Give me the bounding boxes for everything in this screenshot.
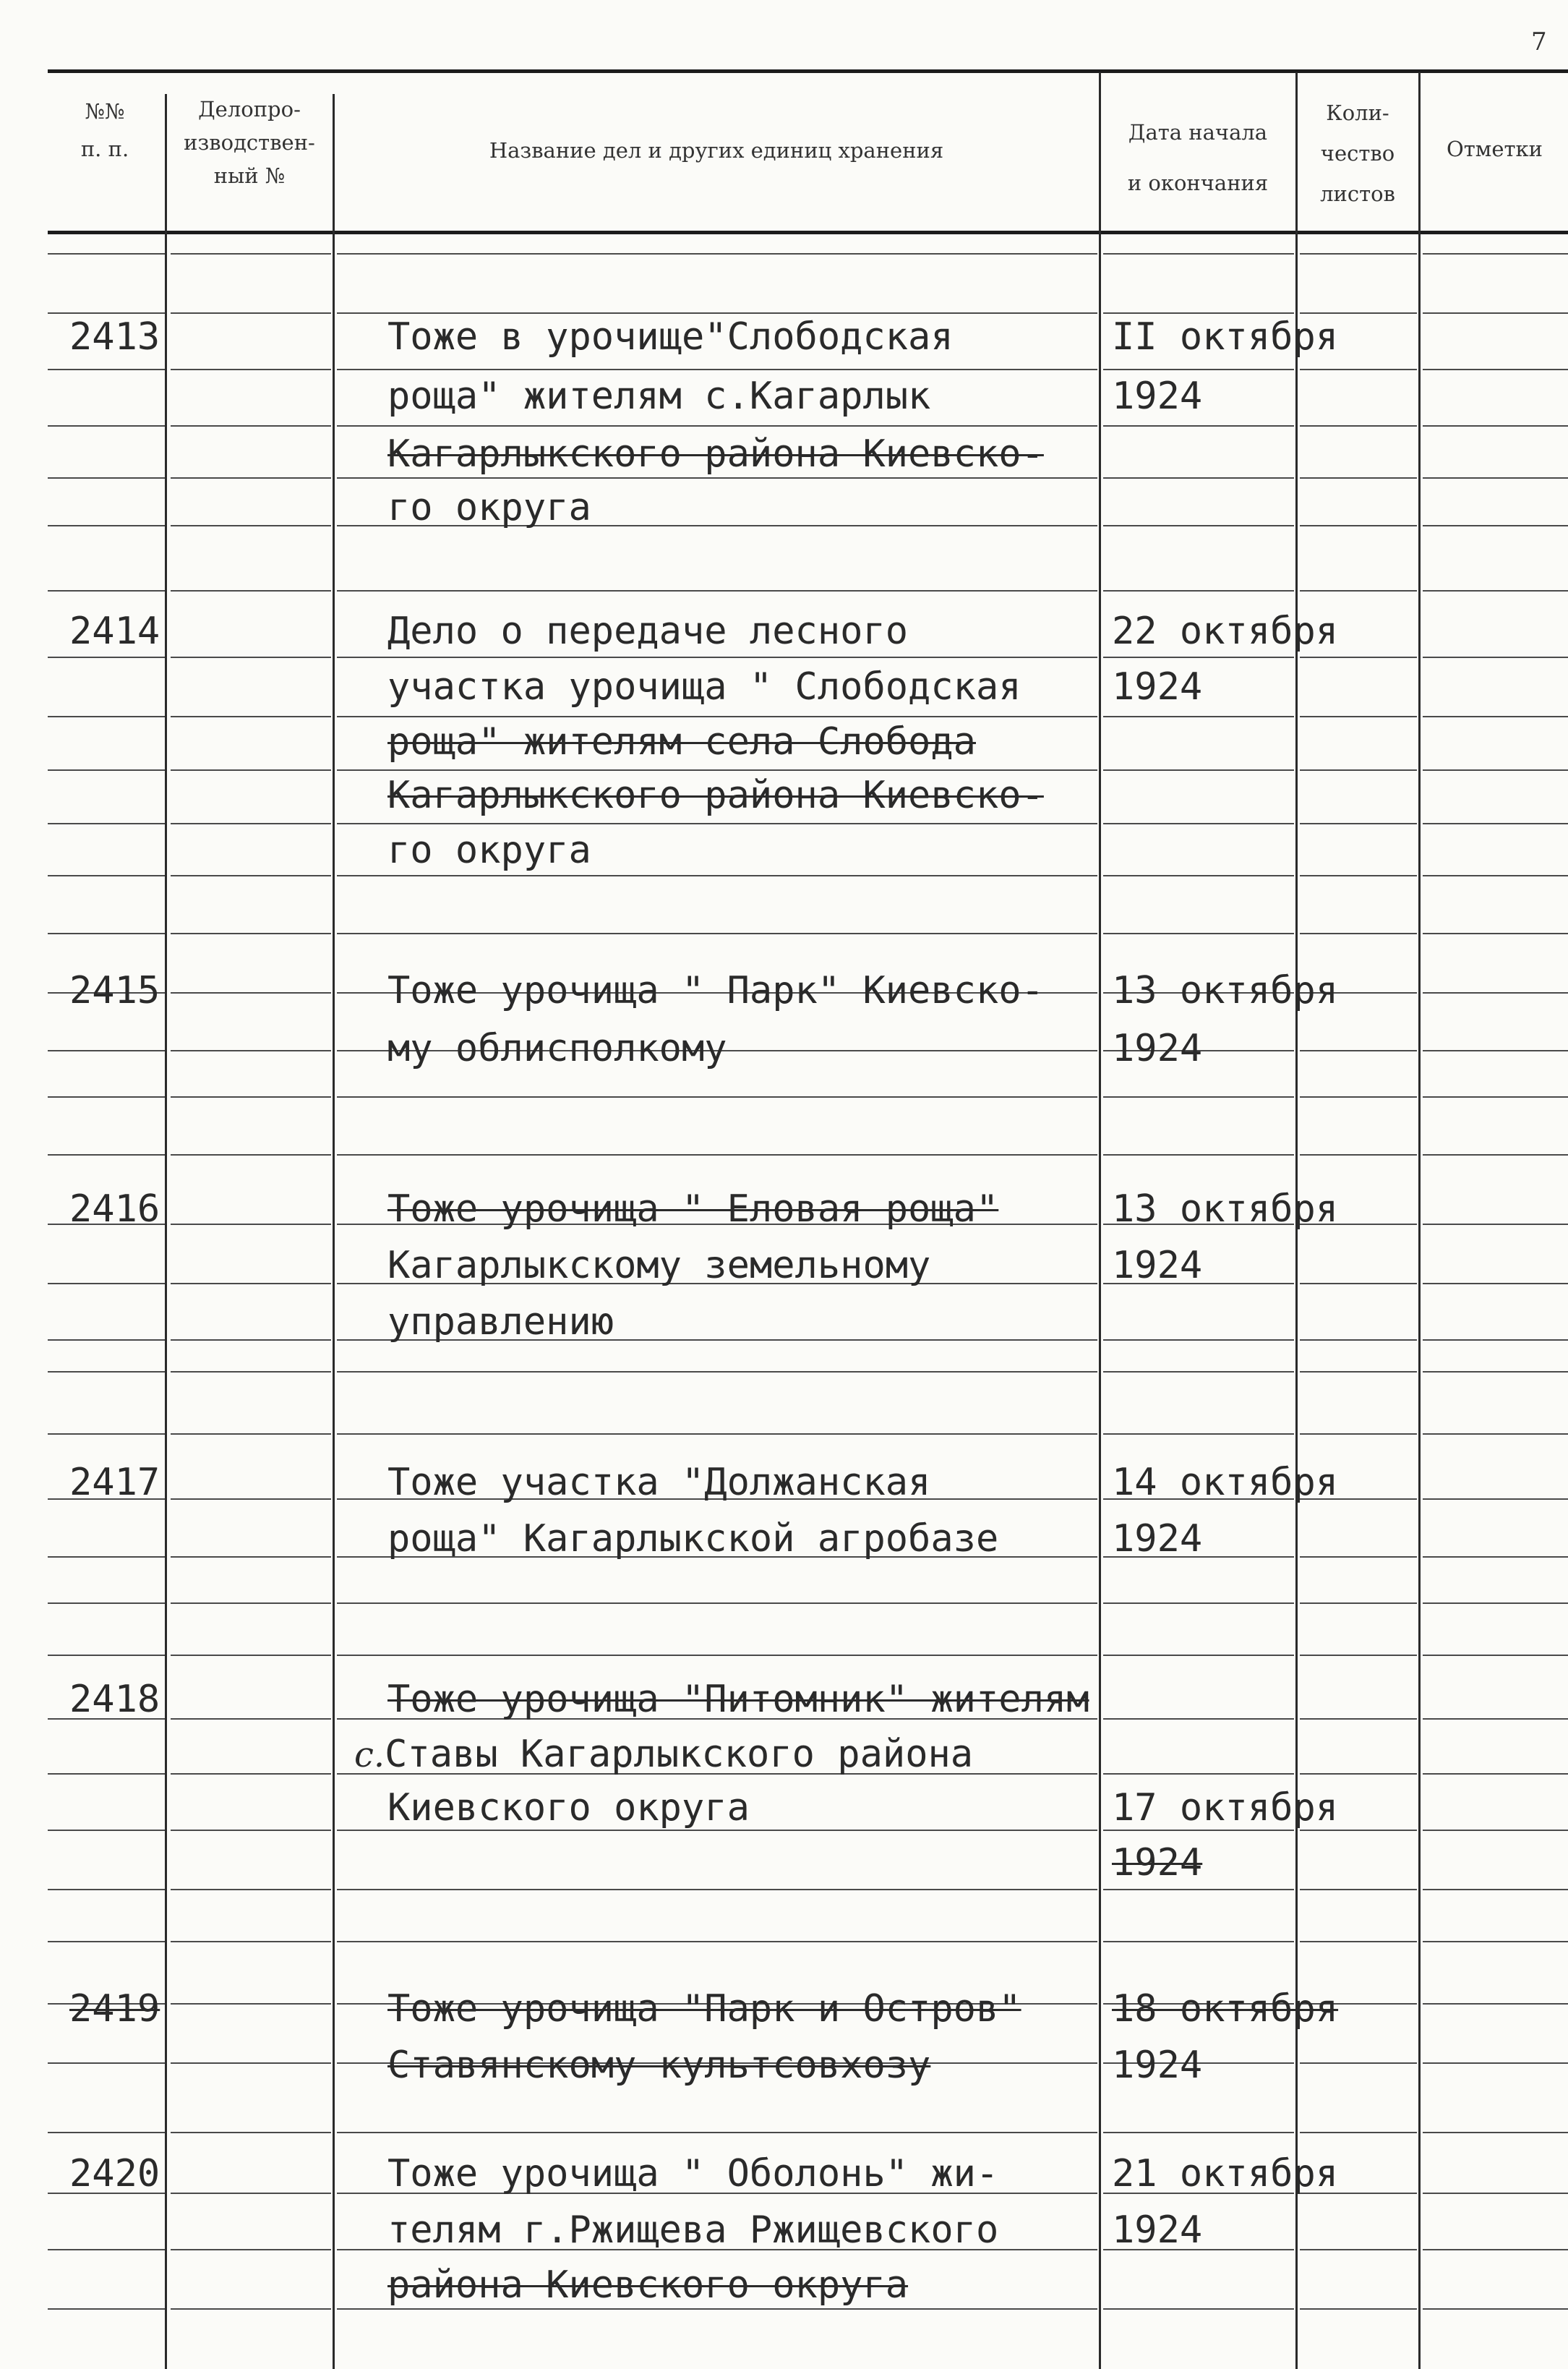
column-divider (333, 94, 335, 2369)
row-date-line: 1924 (1112, 2208, 1203, 2252)
ruled-line (1423, 1773, 1568, 1775)
ruled-line (48, 1283, 165, 1284)
header-bottom-rule (48, 231, 1568, 234)
ruled-line (1300, 1096, 1417, 1098)
row-title-line: управлению (387, 1300, 614, 1344)
row-title-line: с.Ставы Кагарлыкского района (354, 1733, 974, 1776)
ruled-line (171, 1602, 331, 1604)
ruled-line (1423, 477, 1568, 479)
ruled-line (337, 1889, 1097, 1890)
ruled-line (1103, 590, 1294, 592)
ruled-line (1103, 823, 1294, 824)
ruled-line (171, 1154, 331, 1156)
row-date-line: 14 октября (1112, 1461, 1339, 1504)
row-date-line: 21 октября (1112, 2152, 1339, 2195)
row-title-line: Кагарлыкского района Киевско- (387, 432, 1044, 476)
header-dates: Дата начала и окончания (1127, 120, 1269, 195)
row-date-line: 1924 (1112, 1027, 1203, 1070)
ruled-line (1300, 769, 1417, 771)
ruled-line (171, 425, 331, 427)
ruled-line (337, 1602, 1097, 1604)
ruled-line (1300, 1371, 1417, 1373)
row-title-line: Тоже урочища "Питомник" жителям (387, 1678, 1089, 1721)
ruled-line (171, 1339, 331, 1341)
ruled-line (171, 992, 331, 994)
ruled-line (337, 590, 1097, 592)
ruled-line (1423, 312, 1568, 314)
row-title-line: Тоже урочища " Оболонь" жи- (387, 2152, 999, 2195)
ruled-line (171, 2308, 331, 2310)
column-divider (1418, 72, 1421, 2369)
row-date-line: 1924 (1112, 2044, 1203, 2087)
ruled-line (48, 1655, 165, 1656)
ruled-line (1423, 369, 1568, 370)
row-title-line: телям г.Ржищева Ржищевского (387, 2208, 999, 2252)
ruled-line (48, 477, 165, 479)
ruled-line (171, 875, 331, 876)
row-title-line: участка урочища " Слободская (387, 665, 1021, 709)
ruled-line (1423, 1224, 1568, 1225)
ruled-line (48, 1096, 165, 1098)
ruled-line (1423, 1556, 1568, 1558)
ruled-line (171, 2003, 331, 2005)
ruled-line (1423, 2193, 1568, 2194)
ruled-line (171, 477, 331, 479)
row-date-line: II октября (1112, 315, 1339, 359)
ruled-line (171, 1655, 331, 1656)
row-title-line: роща" жителям с.Кагарлык (387, 375, 931, 418)
ruled-line (1300, 477, 1417, 479)
row-date-line: 13 октября (1112, 969, 1339, 1012)
row-title-line: Ставянскому культсовхозу (387, 2044, 931, 2087)
ruled-line (1423, 1050, 1568, 1051)
row-title-line: Тоже урочища "Парк и Остров" (387, 1987, 1021, 2031)
ruled-line (1300, 1556, 1417, 1558)
ruled-line (48, 2132, 165, 2133)
row-date-line: 13 октября (1112, 1187, 1339, 1231)
ruled-line (48, 1339, 165, 1341)
ruled-line (1300, 1941, 1417, 1942)
column-divider (165, 94, 167, 2369)
ruled-line (1423, 716, 1568, 717)
row-title-line: Тоже в урочище"Слободская (387, 315, 954, 359)
row-title-line: роща" Кагарлыкской агробазе (387, 1517, 999, 1561)
row-number: 2419 (69, 1987, 160, 2031)
ruled-line (1103, 1602, 1294, 1604)
ruled-line (1300, 716, 1417, 717)
row-date-line: 1924 (1112, 665, 1203, 709)
ruled-line (1103, 1371, 1294, 1373)
ruled-line (48, 1941, 165, 1942)
ruled-line (337, 1371, 1097, 1373)
ruled-line (171, 2062, 331, 2064)
ruled-line (1300, 2249, 1417, 2250)
ruled-line (48, 933, 165, 934)
row-title-line: Кагарлыкского района Киевско- (387, 774, 1044, 817)
ruled-line (1423, 2062, 1568, 2064)
ruled-line (1300, 369, 1417, 370)
ruled-line (1300, 1433, 1417, 1435)
ruled-line (48, 1433, 165, 1435)
row-number: 2414 (69, 610, 160, 653)
ruled-line (1300, 875, 1417, 876)
ruled-line (171, 933, 331, 934)
ruled-line (337, 2132, 1097, 2133)
ruled-line (1423, 590, 1568, 592)
ruled-line (1300, 933, 1417, 934)
ruled-line (171, 525, 331, 526)
ruled-line (1103, 769, 1294, 771)
header-number: №№ п. п. (80, 99, 129, 161)
ruled-line (1423, 2132, 1568, 2133)
row-date-line: 1924 (1112, 1841, 1203, 1884)
ruled-line (48, 1830, 165, 1831)
ruled-line (1423, 1602, 1568, 1604)
ruled-line (1423, 1371, 1568, 1373)
ruled-line (1103, 716, 1294, 717)
ruled-line (48, 590, 165, 592)
row-title-line: района Киевского округа (387, 2263, 909, 2307)
ruled-line (171, 1889, 331, 1890)
ruled-line (171, 2132, 331, 2133)
ruled-line (1423, 2003, 1568, 2005)
row-title-line: Кагарлыкскому земельному (387, 1244, 931, 1287)
row-date-line: 18 октября (1112, 1987, 1339, 2031)
ruled-line (1423, 769, 1568, 771)
handwritten-prefix: с. (354, 1735, 385, 1775)
ruled-line (1103, 933, 1294, 934)
row-number: 2416 (69, 1187, 160, 1231)
ruled-line (337, 1154, 1097, 1156)
row-title-line: Тоже урочища " Парк" Киевско- (387, 969, 1044, 1012)
ruled-line (1423, 2249, 1568, 2250)
ruled-line (1103, 2132, 1294, 2133)
ruled-line (1423, 1830, 1568, 1831)
page-number: 7 (1531, 27, 1547, 56)
row-number: 2420 (69, 2152, 160, 2195)
ruled-line (1423, 1096, 1568, 1098)
ruled-line (171, 657, 331, 658)
ruled-line (48, 253, 165, 255)
row-date-line: 1924 (1112, 1244, 1203, 1287)
ruled-line (1103, 525, 1294, 526)
row-number: 2417 (69, 1461, 160, 1504)
ruled-line (337, 1655, 1097, 1656)
ruled-line (1300, 1339, 1417, 1341)
ruled-line (48, 2308, 165, 2310)
ruled-line (171, 769, 331, 771)
header-sheets: Коли- чество листов (1320, 101, 1395, 206)
ruled-line (1300, 1283, 1417, 1284)
ruled-line (1103, 1773, 1294, 1775)
ruled-line (48, 1154, 165, 1156)
ruled-line (1103, 1339, 1294, 1341)
ruled-line (48, 1050, 165, 1051)
ruled-line (171, 1498, 331, 1500)
ruled-line (171, 1371, 331, 1373)
row-date-line: 17 октября (1112, 1786, 1339, 1830)
ruled-line (1103, 875, 1294, 876)
ruled-line (1423, 1941, 1568, 1942)
ruled-line (1423, 1889, 1568, 1890)
row-date-line: 1924 (1112, 375, 1203, 418)
column-divider (1099, 72, 1101, 2369)
row-number: 2413 (69, 315, 160, 359)
ruled-line (1300, 1050, 1417, 1051)
ruled-line (1423, 1718, 1568, 1720)
row-title-line: Тоже урочища " Еловая роща" (387, 1187, 999, 1231)
ruled-line (171, 1050, 331, 1051)
row-date-line: 1924 (1112, 1517, 1203, 1561)
ruled-line (1423, 1433, 1568, 1435)
ruled-line (1423, 525, 1568, 526)
ruled-line (1423, 1154, 1568, 1156)
ruled-line (1103, 1941, 1294, 1942)
ruled-line (1103, 1718, 1294, 1720)
row-title-line: Тоже участка "Должанская (387, 1461, 931, 1504)
ruled-line (48, 369, 165, 370)
ruled-line (171, 1556, 331, 1558)
ruled-line (1300, 2308, 1417, 2310)
ruled-line (1103, 1433, 1294, 1435)
ruled-line (1423, 2308, 1568, 2310)
ruled-line (171, 1773, 331, 1775)
row-number: 2415 (69, 969, 160, 1012)
header-top-rule (48, 69, 1568, 73)
ruled-line (1300, 1154, 1417, 1156)
ruled-line (1300, 525, 1417, 526)
ruled-line (337, 1096, 1097, 1098)
header-notes: Отметки (1446, 137, 1543, 161)
row-number: 2418 (69, 1678, 160, 1721)
ruled-line (337, 1941, 1097, 1942)
row-title-line: го округа (387, 829, 591, 872)
ruled-line (171, 823, 331, 824)
ruled-line (171, 2249, 331, 2250)
ruled-line (1300, 2062, 1417, 2064)
ruled-line (171, 369, 331, 370)
ruled-line (171, 1433, 331, 1435)
ruled-line (1423, 875, 1568, 876)
ruled-line (48, 1602, 165, 1604)
ruled-line (1300, 1602, 1417, 1604)
ruled-line (48, 2249, 165, 2250)
ruled-line (171, 1224, 331, 1225)
ruled-line (171, 253, 331, 255)
ruled-line (171, 1096, 331, 1098)
ruled-line (1300, 425, 1417, 427)
ruled-line (1103, 1154, 1294, 1156)
header-title: Название дел и других единиц хранения (489, 138, 944, 163)
ruled-line (171, 590, 331, 592)
ruled-line (48, 1371, 165, 1373)
ruled-line (48, 823, 165, 824)
header-office-number: Делопро- изводствен- ный № (184, 97, 315, 188)
row-title-line: Киевского округа (387, 1786, 750, 1830)
ruled-line (1423, 1339, 1568, 1341)
ruled-line (1103, 253, 1294, 255)
ruled-line (48, 425, 165, 427)
ruled-line (1103, 425, 1294, 427)
ruled-line (171, 1283, 331, 1284)
ruled-line (171, 1941, 331, 1942)
ruled-line (1300, 1718, 1417, 1720)
ruled-line (1423, 1498, 1568, 1500)
ruled-line (337, 933, 1097, 934)
ruled-line (171, 716, 331, 717)
row-title-line: Дело о передаче лесного (387, 610, 909, 653)
ruled-line (1103, 1655, 1294, 1656)
ruled-line (1423, 933, 1568, 934)
ruled-line (1423, 1283, 1568, 1284)
ruled-line (1103, 1096, 1294, 1098)
ruled-line (48, 769, 165, 771)
row-title-line: му облисполкому (387, 1027, 727, 1070)
ruled-line (171, 1718, 331, 1720)
ruled-line (1423, 823, 1568, 824)
ruled-line (1423, 1655, 1568, 1656)
ruled-line (1300, 2132, 1417, 2133)
ruled-line (337, 1433, 1097, 1435)
ruled-line (1300, 590, 1417, 592)
ruled-line (48, 525, 165, 526)
ruled-line (48, 716, 165, 717)
ruled-line (171, 1830, 331, 1831)
ruled-line (337, 253, 1097, 255)
ruled-line (1300, 253, 1417, 255)
ruled-line (1423, 425, 1568, 427)
row-title-line: го округа (387, 486, 591, 529)
ruled-line (1103, 477, 1294, 479)
ruled-line (48, 875, 165, 876)
ruled-line (1103, 2308, 1294, 2310)
ruled-line (1300, 1889, 1417, 1890)
ruled-line (1300, 823, 1417, 824)
ruled-line (1423, 253, 1568, 255)
ruled-line (48, 2062, 165, 2064)
ruled-line (1423, 992, 1568, 994)
ruled-line (171, 312, 331, 314)
ruled-line (48, 1773, 165, 1775)
ruled-line (1300, 1655, 1417, 1656)
ruled-line (48, 1889, 165, 1890)
row-title-line: роща" жителям села Слобода (387, 720, 976, 764)
ruled-line (48, 1556, 165, 1558)
ruled-line (1300, 1773, 1417, 1775)
ruled-line (171, 2193, 331, 2194)
row-date-line: 22 октября (1112, 610, 1339, 653)
ruled-line (1423, 657, 1568, 658)
